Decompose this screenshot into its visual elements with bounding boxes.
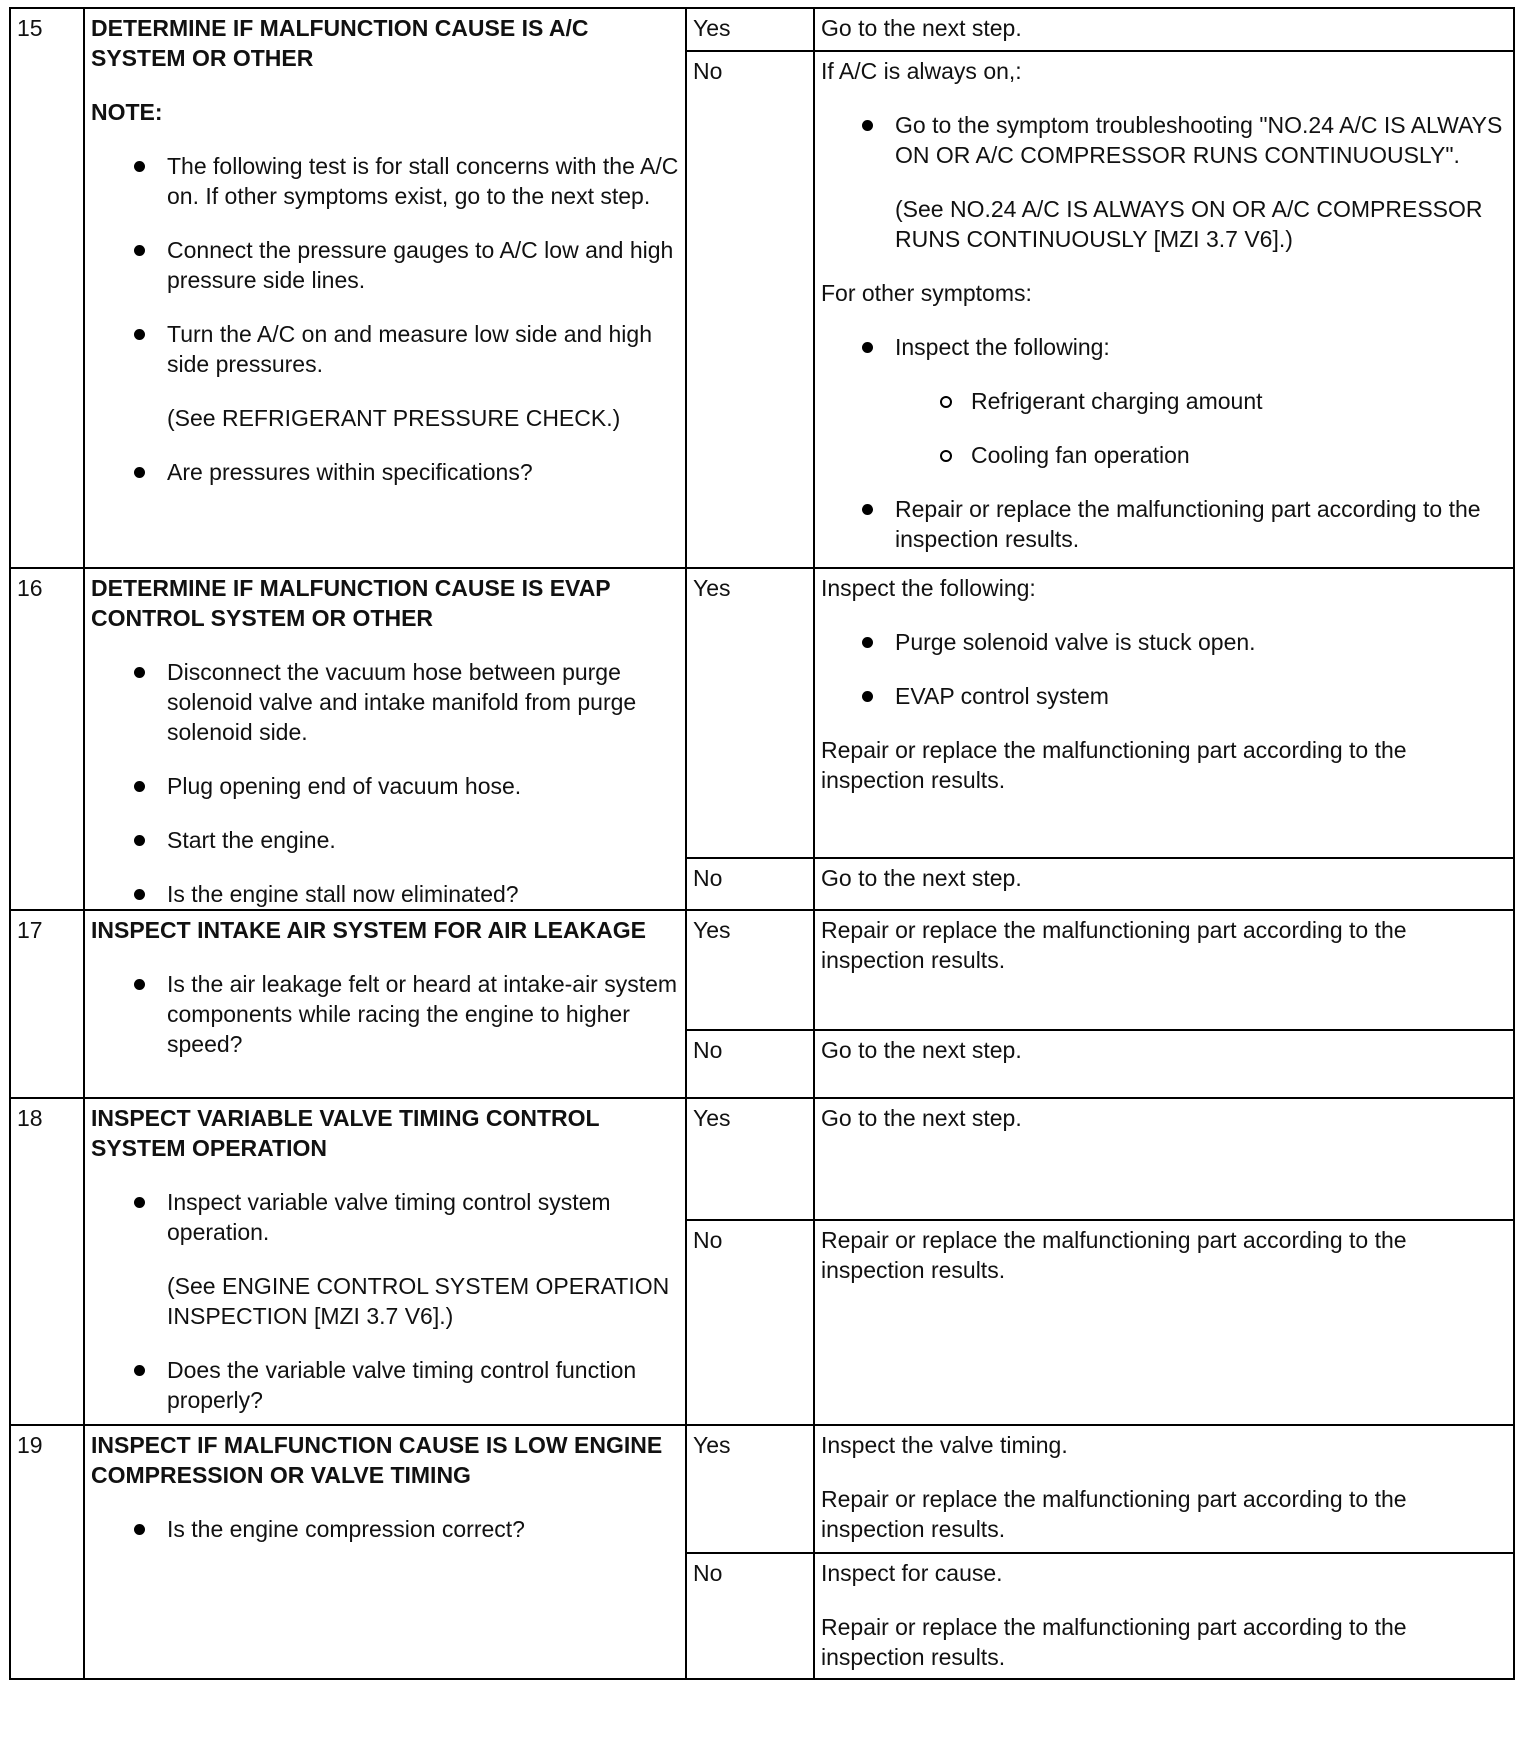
- no-label: No: [686, 51, 814, 568]
- step-title: INSPECT VARIABLE VALVE TIMING CONTROL SYSTEM OPERATION: [91, 1105, 600, 1161]
- step-number: 19: [10, 1425, 84, 1679]
- step-number: 17: [10, 910, 84, 1098]
- diagnostic-procedure-table: [9, 7, 1515, 1680]
- step-title: DETERMINE IF MALFUNCTION CAUSE IS A/C SYSTEM OR OTHER: [91, 15, 589, 71]
- no-label: No: [686, 1030, 814, 1098]
- list-item: The following test is for stall concerns with the A/C on. If other symptoms exist, go to the next step.: [167, 153, 679, 209]
- list-item: Refrigerant charging amount: [971, 386, 1507, 416]
- no-action: Go to the next step.: [814, 858, 1514, 910]
- list-item: Connect the pressure gauges to A/C low and high pressure side lines.: [167, 235, 679, 295]
- no-intro: If A/C is always on,:: [821, 58, 1022, 84]
- reference-text: (See REFRIGERANT PRESSURE CHECK.): [167, 405, 621, 431]
- yes-action: Repair or replace the malfunctioning part according to the inspection results.: [814, 910, 1514, 1030]
- yes-action-text: Inspect the valve timing.: [821, 1432, 1068, 1458]
- no-action-text: Inspect for cause.: [821, 1560, 1003, 1586]
- step-number: 16: [10, 568, 84, 910]
- list-item: [167, 1187, 679, 1331]
- repair-text: Repair or replace the malfunctioning part according to the inspection results.: [821, 737, 1407, 793]
- step-cell: [84, 8, 686, 568]
- list-item: Is the engine stall now eliminated?: [167, 879, 679, 909]
- yes-action: Go to the next step.: [814, 1098, 1514, 1220]
- list-item-text: Turn the A/C on and measure low side and high side pressures.: [167, 321, 652, 377]
- yes-action: [814, 568, 1514, 858]
- list-item: Plug opening end of vacuum hose.: [167, 771, 679, 801]
- table-row: [10, 1098, 1514, 1220]
- no-action: Go to the next step.: [814, 1030, 1514, 1098]
- no-label: No: [686, 858, 814, 910]
- list-item: Purge solenoid valve is stuck open.: [895, 627, 1507, 657]
- step-title: INSPECT IF MALFUNCTION CAUSE IS LOW ENGINE COMPRESSION OR VALVE TIMING: [91, 1432, 663, 1488]
- step-title: DETERMINE IF MALFUNCTION CAUSE IS EVAP CONTROL SYSTEM OR OTHER: [91, 575, 611, 631]
- yes-action: Go to the next step.: [814, 8, 1514, 51]
- note-label: NOTE:: [91, 99, 163, 125]
- list-item: Cooling fan operation: [971, 440, 1507, 470]
- reference-text: (See NO.24 A/C IS ALWAYS ON OR A/C COMPRESSOR RUNS CONTINUOUSLY [MZI 3.7 V6].): [895, 196, 1483, 252]
- no-action: Repair or replace the malfunctioning part according to the inspection results.: [814, 1220, 1514, 1425]
- step-bullets: [91, 969, 679, 1059]
- reference-text: (See ENGINE CONTROL SYSTEM OPERATION INSPECTION [MZI 3.7 V6].): [167, 1273, 670, 1329]
- list-item: Start the engine.: [167, 825, 679, 855]
- list-item: [895, 332, 1507, 470]
- yes-action: [814, 1425, 1514, 1553]
- step-title: INSPECT INTAKE AIR SYSTEM FOR AIR LEAKAGE: [91, 917, 647, 943]
- yes-intro: Inspect the following:: [821, 575, 1036, 601]
- repair-text: Repair or replace the malfunctioning part according to the inspection results.: [821, 1614, 1407, 1670]
- yes-label: Yes: [686, 1098, 814, 1220]
- list-item: [167, 319, 679, 433]
- table-row: [10, 1425, 1514, 1553]
- table-row: [10, 910, 1514, 1030]
- repair-text: Repair or replace the malfunctioning part according to the inspection results.: [821, 1486, 1407, 1542]
- yes-label: Yes: [686, 1425, 814, 1553]
- list-item: [895, 110, 1507, 254]
- step-number: 18: [10, 1098, 84, 1425]
- yes-label: Yes: [686, 8, 814, 51]
- other-symptoms-text: For other symptoms:: [821, 280, 1032, 306]
- list-item-text: Inspect the following:: [895, 334, 1110, 360]
- table-row: [10, 8, 1514, 51]
- no-action: [814, 1553, 1514, 1679]
- list-item: EVAP control system: [895, 681, 1507, 711]
- step-cell: [84, 910, 686, 1098]
- step-cell: [84, 1425, 686, 1679]
- no-label: No: [686, 1220, 814, 1425]
- list-item: Is the engine compression correct?: [167, 1514, 679, 1544]
- step-bullets: [91, 657, 679, 909]
- sub-bullets: [895, 386, 1507, 470]
- step-cell: [84, 568, 686, 910]
- table-row: [10, 568, 1514, 858]
- list-item: Repair or replace the malfunctioning part according to the inspection results.: [895, 494, 1507, 554]
- no-action: [814, 51, 1514, 568]
- list-item-text: Go to the symptom troubleshooting "NO.24 A/C IS ALWAYS ON OR A/C COMPRESSOR RUNS CONTINUOUSLY".: [895, 112, 1503, 168]
- action-bullets: [821, 332, 1507, 554]
- yes-label: Yes: [686, 568, 814, 858]
- list-item: Are pressures within specifications?: [167, 457, 679, 487]
- list-item: Disconnect the vacuum hose between purge solenoid valve and intake manifold from purge solenoid side.: [167, 657, 679, 747]
- yes-label: Yes: [686, 910, 814, 1030]
- no-label: No: [686, 1553, 814, 1679]
- list-item: Does the variable valve timing control function properly?: [167, 1355, 679, 1415]
- action-bullets: [821, 110, 1507, 254]
- list-item: Is the air leakage felt or heard at intake-air system components while racing the engine to higher speed?: [167, 971, 678, 1057]
- list-item-text: Inspect variable valve timing control system operation.: [167, 1189, 611, 1245]
- step-cell: [84, 1098, 686, 1425]
- step-bullets: [91, 1514, 679, 1544]
- action-bullets: [821, 627, 1507, 711]
- step-bullets: [91, 151, 679, 487]
- step-number: 15: [10, 8, 84, 568]
- step-bullets: [91, 1187, 679, 1415]
